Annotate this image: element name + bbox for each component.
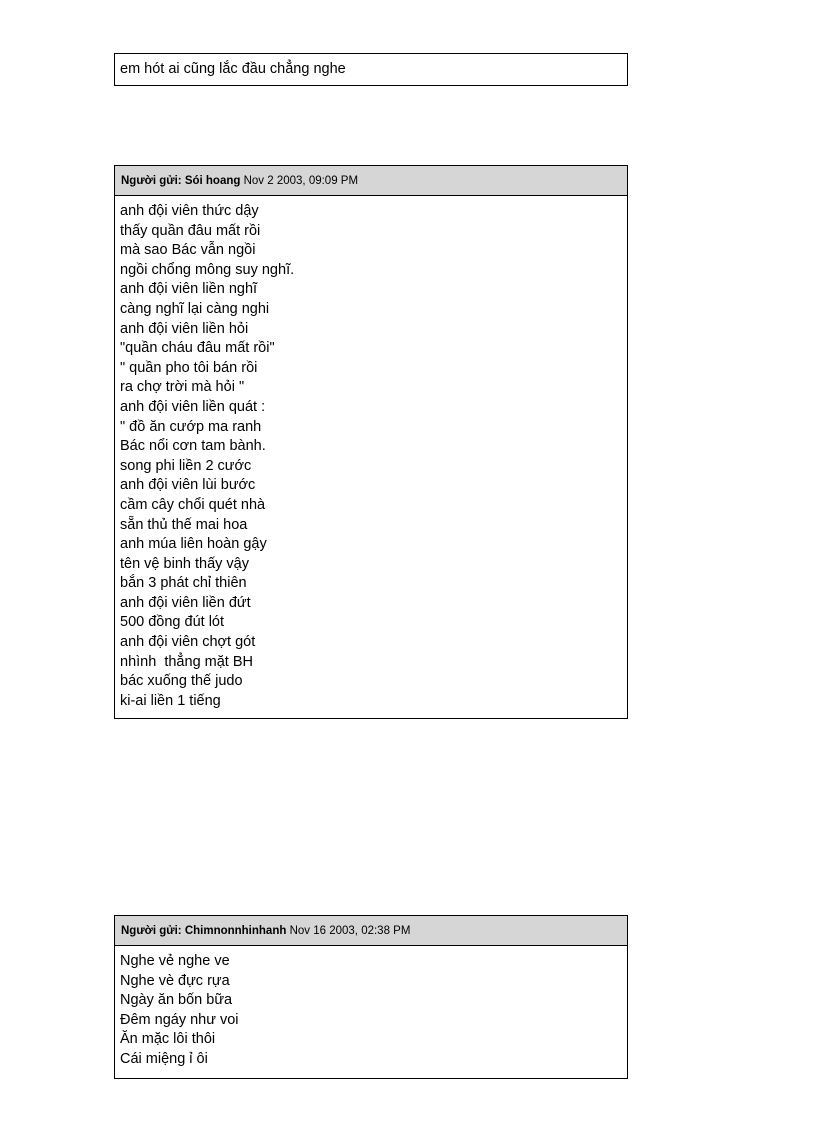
post-line: 500 đồng đút lót bbox=[120, 614, 225, 631]
post-fragment-body bbox=[115, 54, 627, 85]
post-line: Nghe vẻ nghe ve bbox=[120, 953, 230, 969]
post-line: anh đội viên liền đứt bbox=[120, 594, 251, 611]
post-line: càng nghĩ lại càng nghi bbox=[120, 300, 270, 317]
post-fragment-box bbox=[114, 53, 628, 86]
post-line: Nghe vè đực rựa bbox=[120, 972, 230, 989]
post-box bbox=[114, 165, 628, 719]
post-line: cầm cây chổi quét nhà bbox=[120, 496, 266, 513]
post-box bbox=[114, 915, 628, 1079]
sender-label: Người gửi: bbox=[121, 925, 182, 937]
post-line: anh đội viên liền hỏi bbox=[120, 320, 249, 337]
post-date: Nov 16 2003, 02:38 PM bbox=[289, 925, 411, 937]
post-line: anh đội viên lùi bước bbox=[120, 477, 256, 494]
post-line: " quần pho tôi bán rồi bbox=[120, 359, 258, 376]
post-header bbox=[115, 166, 627, 196]
post-line: thấy quần đâu mất rồi bbox=[120, 222, 261, 239]
post-line: tên vệ binh thấy vậy bbox=[120, 555, 249, 572]
post-line: bác xuống thế judo bbox=[120, 673, 243, 690]
post-line: anh đội viên chợt gót bbox=[120, 634, 256, 651]
post-line: Cái miệng ỉ ôi bbox=[120, 1050, 208, 1067]
post-line: anh đội viên liền quát : bbox=[120, 398, 266, 415]
post-line: nhình thẳng mặt BH bbox=[120, 653, 253, 670]
post-line: Ăn mặc lôi thôi bbox=[120, 1031, 216, 1048]
sender-name: Chimnonnhinhanh bbox=[184, 925, 287, 937]
post-header bbox=[115, 916, 627, 946]
post-line: anh đội viên liền nghĩ bbox=[120, 281, 258, 298]
sender-label: Người gửi: bbox=[121, 175, 182, 187]
post-line: Bác nổi cơn tam bành. bbox=[120, 438, 266, 455]
post-line: anh đội viên thức dậy bbox=[120, 203, 259, 219]
post-line: Ngày ăn bốn bữa bbox=[120, 992, 233, 1009]
post-body bbox=[115, 196, 627, 715]
post-line: ki-ai liền 1 tiếng bbox=[120, 692, 221, 709]
sender-name: Sói hoang bbox=[184, 175, 241, 187]
post-line: bắn 3 phát chỉ thiên bbox=[120, 575, 247, 592]
post-line: song phi liền 2 cước bbox=[120, 457, 252, 474]
post-line: "quần cháu đâu mất rồi" bbox=[120, 340, 275, 357]
post-line: ngồi chổng mông suy nghĩ. bbox=[120, 261, 295, 278]
post-line: ra chợ trời mà hỏi " bbox=[120, 379, 245, 396]
post-line: anh múa liên hoàn gậy bbox=[120, 536, 267, 553]
post-date: Nov 2 2003, 09:09 PM bbox=[243, 175, 359, 187]
post-body bbox=[115, 946, 627, 1074]
post-line: mà sao Bác vẫn ngồi bbox=[120, 242, 256, 259]
post-line: sẵn thủ thế mai hoa bbox=[120, 516, 248, 533]
post-line: Đêm ngáy như voi bbox=[120, 1011, 239, 1028]
post-line: " đồ ăn cướp ma ranh bbox=[120, 418, 262, 435]
post-line: em hót ai cũng lắc đầu chẳng nghe bbox=[120, 61, 346, 77]
